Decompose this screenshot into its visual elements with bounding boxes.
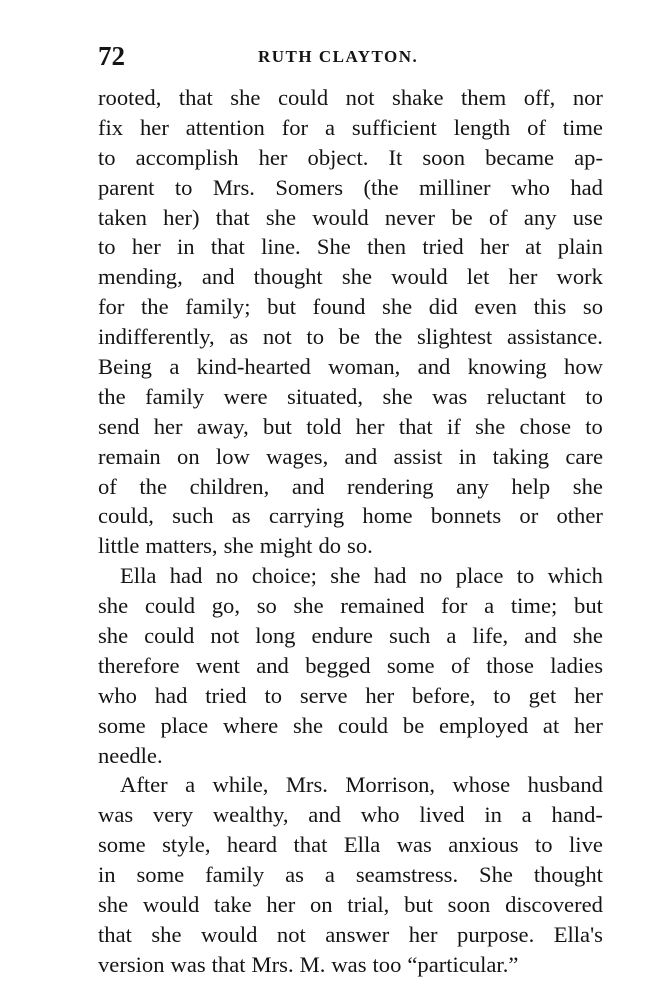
running-head (98, 40, 603, 72)
text-line: who had tried to serve her before, to get her (98, 682, 603, 708)
text-line: version was that Mrs. M. was too “particular.” (98, 951, 519, 977)
text-line: she could not long endure such a life, and she (98, 623, 603, 649)
text-line: was very wealthy, and who lived in a hand- (98, 802, 603, 828)
running-title: RUTH CLAYTON. (258, 47, 419, 66)
text-line: she would take her on trial, but soon discovered (98, 892, 603, 918)
text-line: parent to Mrs. Somers (the milliner who had (98, 174, 603, 200)
text-line: to accomplish her object. It soon became ap- (98, 144, 603, 170)
text-line: send her away, but told her that if she chose to (98, 413, 603, 439)
text-line: that she would not answer her purpose. Ella's (98, 921, 603, 947)
text-line: Being a kind-hearted woman, and knowing how (98, 354, 603, 380)
paragraph (98, 770, 603, 979)
text-line: she could go, so she remained for a time; but (98, 593, 603, 619)
text-line: to her in that line. She then tried her at plain (98, 234, 603, 260)
text-line: of the children, and rendering any help she (98, 473, 603, 499)
text-line: mending, and thought she would let her work (98, 264, 603, 290)
text-line: some place where she could be employed at her (98, 712, 603, 738)
text-line: rooted, that she could not shake them off, nor (98, 85, 603, 110)
page-number: 72 (98, 41, 125, 71)
text-line: could, such as carrying home bonnets or other (98, 503, 603, 529)
text-line: for the family; but found she did even this so (98, 294, 603, 320)
text-line: needle. (98, 742, 163, 768)
paragraph (98, 83, 603, 561)
text-line: fix her attention for a sufficient length of time (98, 114, 603, 140)
text-line: remain on low wages, and assist in taking care (98, 443, 603, 469)
text-line: therefore went and begged some of those ladies (98, 652, 603, 678)
text-line: indifferently, as not to be the slightest assistance. (98, 324, 603, 350)
text-line: little matters, she might do so. (98, 533, 373, 559)
paragraph (98, 561, 603, 770)
text-line: taken her) that she would never be of any use (98, 204, 603, 230)
text-line: in some family as a seamstress. She thought (98, 862, 603, 888)
text-line: some style, heard that Ella was anxious to live (98, 832, 603, 858)
text-line: Ella had no choice; she had no place to which (120, 563, 603, 589)
text-line: the family were situated, she was reluctant to (98, 383, 603, 409)
text-line: After a while, Mrs. Morrison, whose husband (120, 772, 603, 798)
body-text (98, 83, 603, 980)
